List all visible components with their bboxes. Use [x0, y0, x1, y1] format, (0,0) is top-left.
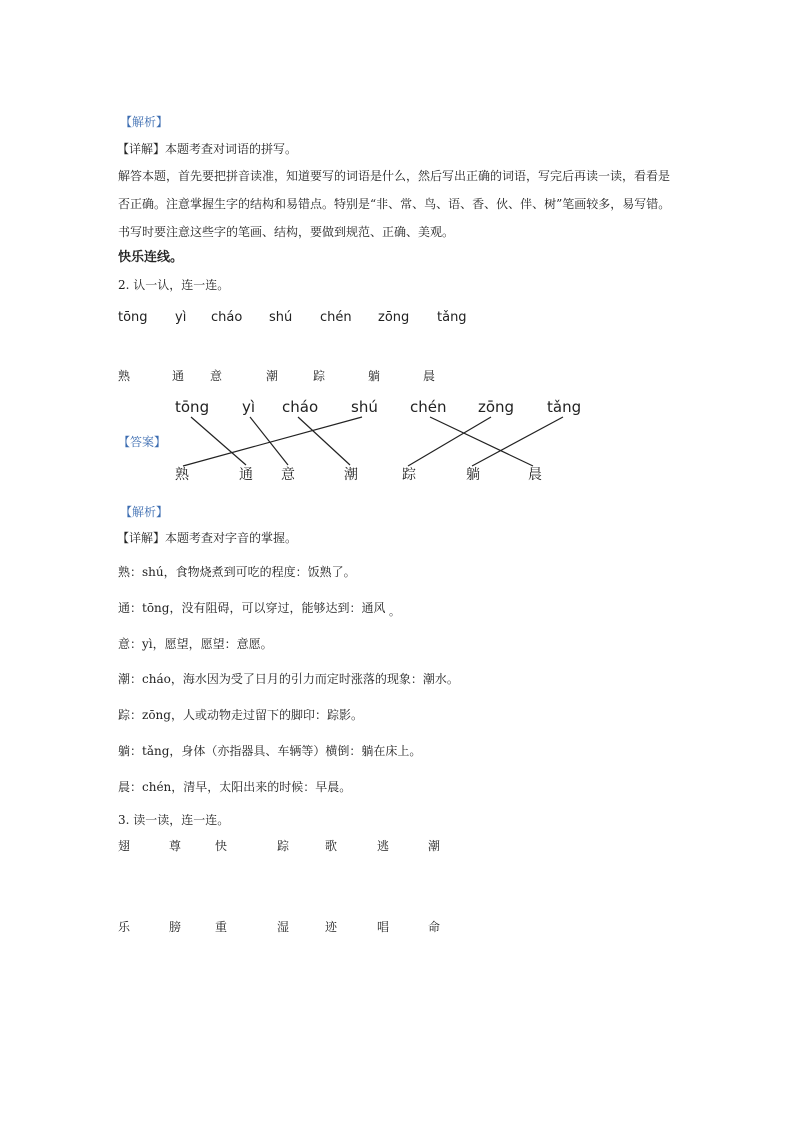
- q2-char: 潮: [266, 369, 279, 383]
- answer-char: 通: [239, 467, 253, 483]
- q2-pinyin: chén: [320, 310, 352, 325]
- answer-char: 熟: [175, 467, 189, 483]
- q2-title: 2. 认一认，连一连。: [118, 278, 230, 292]
- line-zong-zong: [408, 417, 491, 466]
- line-chao-chao: [298, 417, 350, 465]
- answer-pinyin: tǎng: [547, 398, 582, 416]
- q2-pinyin: zōng: [378, 310, 410, 325]
- line-tong-tong: [191, 417, 246, 465]
- q3-bottom-char: 湿: [277, 920, 290, 934]
- q3-bottom-char: 重: [215, 920, 228, 934]
- q2-pinyin: tǎng: [437, 310, 467, 325]
- detail-line: 【详解】本题考查对词语的拼写。: [117, 142, 298, 156]
- q3-top-char: 歌: [325, 839, 338, 853]
- paragraph-line-2: 否正确。注意掌握生字的结构和易错点。特别是“非、常、鸟、语、香、伙、伴、树”笔画较多，易写错。: [118, 197, 671, 211]
- q2-char: 意: [210, 369, 223, 383]
- q3-title: 3. 读一读，连一连。: [118, 813, 230, 827]
- q2-char: 踪: [313, 369, 326, 383]
- q2-char: 通: [172, 369, 185, 383]
- q3-bottom-char: 乐: [118, 920, 131, 934]
- answer-pinyin: zōng: [478, 398, 515, 416]
- explain-item: 通：tōng，没有阻碍，可以穿过，能够达到：通风: [118, 601, 386, 615]
- q3-top-char: 翅: [118, 839, 131, 853]
- answer-pinyin: tōng: [175, 398, 210, 416]
- q3-bottom-char: 迹: [325, 920, 338, 934]
- answer-pinyin: cháo: [282, 398, 319, 416]
- q3-bottom-char: 膀: [169, 920, 182, 934]
- analysis-label-2: 【解析】: [120, 505, 169, 519]
- answer-pinyin: yì: [242, 398, 256, 416]
- explain-item: 踪：zōng，人或动物走过留下的脚印：踪影。: [118, 708, 363, 722]
- q3-top-char: 尊: [169, 839, 182, 853]
- answer-pinyin: chén: [410, 398, 447, 416]
- answer-char: 意: [281, 467, 295, 483]
- q3-top-char: 潮: [428, 839, 441, 853]
- q2-pinyin: cháo: [211, 310, 243, 325]
- answer-label: 【答案】: [118, 435, 167, 449]
- q3-top-char: 逃: [377, 839, 390, 853]
- q3-bottom-char: 唱: [377, 920, 390, 934]
- line-shu-shu: [183, 417, 362, 466]
- detail-line-2: 【详解】本题考查对字音的掌握。: [117, 531, 298, 545]
- q2-char: 熟: [118, 369, 131, 383]
- answer-char: 躺: [466, 467, 480, 483]
- q3-top-char: 踪: [277, 839, 290, 853]
- line-yi-yi: [250, 417, 288, 465]
- explain-item: 躺：tǎng，身体（亦指器具、车辆等）横倒：躺在床上。: [118, 744, 422, 758]
- paragraph-line-1: 解答本题，首先要把拼音读准，知道要写的词语是什么，然后写出正确的词语，写完后再读一读，看看是: [118, 169, 671, 183]
- paragraph-line-3: 书写时要注意这些字的笔画、结构，要做到规范、正确、美观。: [118, 225, 455, 239]
- explain-item: 熟：shú，食物烧煮到可吃的程度：饭熟了。: [118, 565, 356, 579]
- answer-char: 晨: [528, 467, 542, 483]
- q2-pinyin: yì: [175, 310, 187, 325]
- q2-char: 晨: [423, 369, 436, 383]
- section-heading: 快乐连线。: [118, 250, 184, 265]
- q2-pinyin: shú: [269, 310, 293, 325]
- q3-bottom-char: 命: [428, 920, 441, 934]
- explain-item: 晨：chén，清早，太阳出来的时候：早晨。: [118, 780, 352, 794]
- explain-item: 潮：cháo，海水因为受了日月的引力而定时涨落的现象：潮水。: [118, 672, 459, 686]
- answer-char: 潮: [344, 467, 358, 483]
- explain-item: 意：yì，愿望，愿望：意愿。: [118, 637, 273, 651]
- answer-char: 踪: [402, 467, 416, 483]
- trailing-mark: 。: [389, 605, 400, 618]
- analysis-label: 【解析】: [120, 115, 169, 129]
- q3-top-char: 快: [215, 839, 228, 853]
- q2-pinyin: tōng: [118, 310, 148, 325]
- q2-char: 躺: [368, 369, 381, 383]
- answer-pinyin: shú: [351, 398, 378, 416]
